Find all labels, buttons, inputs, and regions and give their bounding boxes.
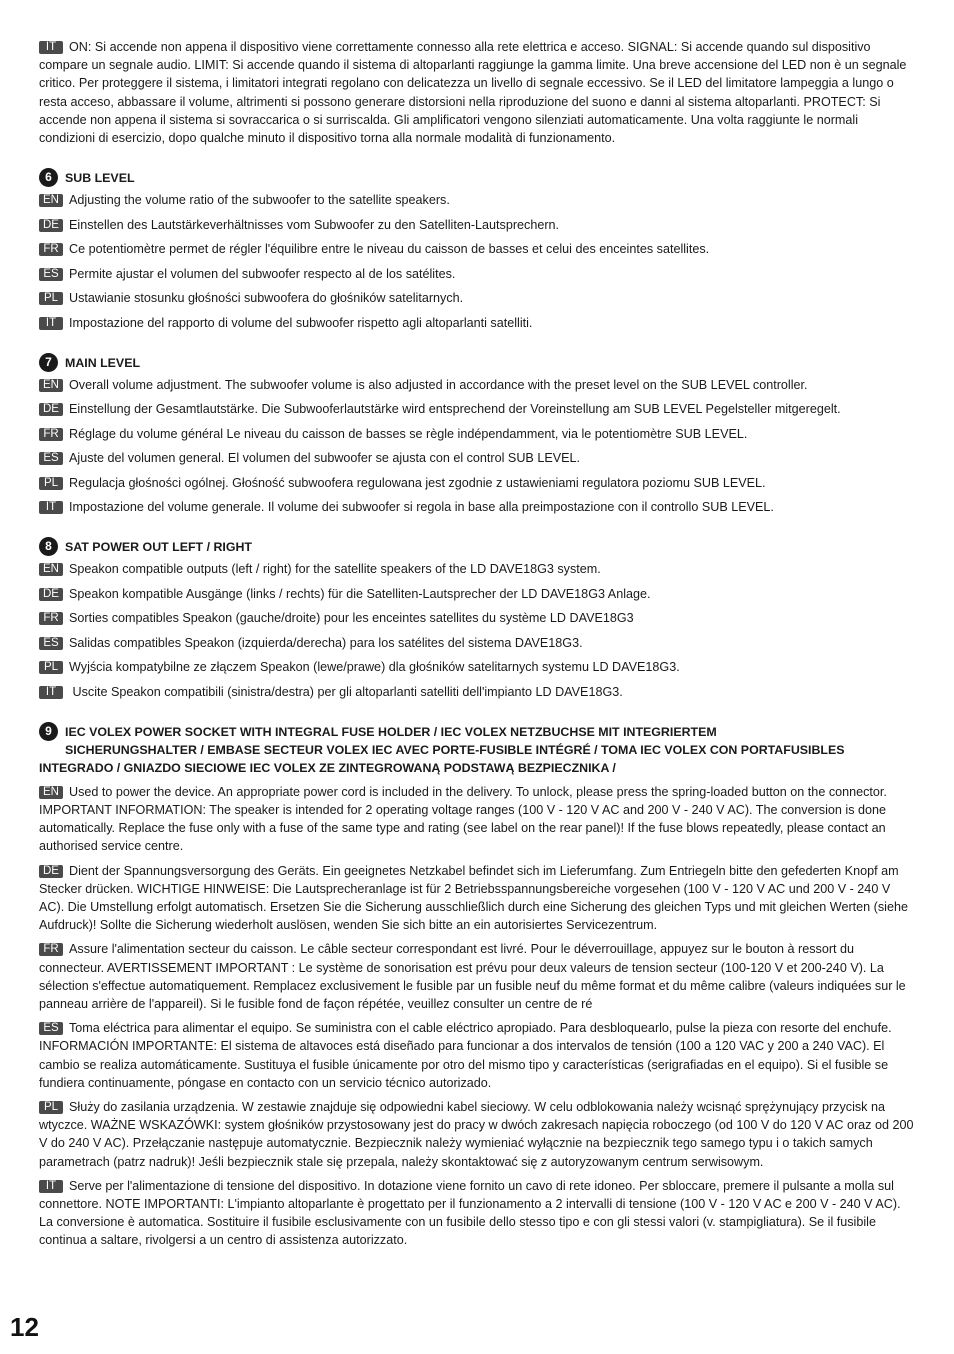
lang-line: [39, 474, 917, 492]
line-text: Salidas compatibles Speakon (izquierda/derecha) para los satélites del sistema DAVE18G3.: [69, 635, 583, 650]
line-text: Ajuste del volumen general. El volumen del subwoofer se ajusta con el control SUB LEVEL.: [69, 451, 581, 466]
language-tag: FR: [39, 428, 63, 441]
section-heading: [39, 354, 917, 372]
language-tag: IT: [39, 501, 63, 514]
lang-block: [39, 862, 917, 935]
section-title-line: SICHERUNGSHALTER / EMBASE SECTEUR VOLEX IEC AVEC PORTE-FUSIBLE INTÉGRÉ / TOMA IEC VOLEX CON PORTAFUSIBLES: [65, 742, 845, 757]
language-tag: IT: [39, 686, 63, 699]
line-text: Overall volume adjustment. The subwoofer volume is also adjusted in accordance with the preset level on the SUB LEVEL controller.: [69, 377, 808, 392]
lang-line: [39, 609, 917, 627]
lang-line: [39, 683, 917, 701]
block-text: Used to power the device. An appropriate power cord is included in the delivery. To unlock, please press the spring-loaded button on the connector. IMPORTANT INFORMATION: The speaker is intended for 2 operating voltage ranges (100 V - 120 V AC and 200 V - 240 V AC). The conversion is done automatically. Replace the fuse only with a fuse of the same type and rating (see label on the rear panel)! If the fuse blows repeatedly, please contact an authorised service centre.: [39, 784, 887, 854]
language-tag: ES: [39, 268, 63, 281]
section-title: SUB LEVEL: [65, 171, 135, 186]
lang-line: [39, 191, 917, 209]
lang-line: [39, 376, 917, 394]
line-text: Speakon kompatible Ausgänge (links / rechts) für die Satelliten-Lautsprecher der LD DAVE18G3 Anlage.: [69, 586, 651, 601]
section-title: [39, 723, 845, 777]
lang-line: [39, 658, 917, 676]
language-tag: IT: [39, 317, 63, 330]
section-title: SAT POWER OUT LEFT / RIGHT: [65, 540, 252, 555]
line-text: Speakon compatible outputs (left / right) for the satellite speakers of the LD DAVE18G3 system.: [69, 562, 601, 577]
line-text: Ustawianie stosunku głośności subwoofera do głośników satelitarnych.: [69, 291, 464, 306]
section-number-badge: 9: [39, 722, 58, 741]
section-heading: [39, 169, 917, 187]
lang-line: [39, 585, 917, 603]
lang-block: [39, 1177, 917, 1250]
line-text: Ce potentiomètre permet de régler l'équilibre entre le niveau du caisson de basses et celui des enceintes satellites.: [69, 242, 710, 257]
language-tag: EN: [39, 379, 63, 392]
language-tag: IT: [39, 41, 63, 54]
language-tag: EN: [39, 786, 63, 799]
lang-block: [39, 1019, 917, 1092]
language-tag: ES: [39, 637, 63, 650]
section-title: MAIN LEVEL: [65, 355, 141, 370]
language-tag: DE: [39, 588, 63, 601]
language-tag: PL: [39, 1101, 63, 1114]
lang-line: [39, 560, 917, 578]
language-tag: ES: [39, 452, 63, 465]
lang-line: [39, 634, 917, 652]
language-tag: FR: [39, 943, 63, 956]
line-text: Regulacja głośności ogólnej. Głośność subwoofera regulowana jest zgodnie z ustawieniami regulatora poziomu SUB LEVEL.: [69, 475, 766, 490]
line-text: Permite ajustar el volumen del subwoofer respecto al de los satélites.: [69, 266, 456, 281]
section-iec-power-socket: [39, 723, 917, 1250]
language-tag: FR: [39, 243, 63, 256]
intro-text: ON: Si accende non appena il dispositivo viene correttamente connesso alla rete elettrica e acceso. SIGNAL: Si accende quando sul dispositivo compare un segnale audio. LIMIT: Si accende quando il sistema di altoparlanti raggiunge la gamma limite. Una breve accensione del LED non è un segnale critico. Per proteggere il sistema, i limitatori integrati regolano con delicatezza un livello di segnale eccessivo. Se il LED del limitatore lampeggia a lungo o resta acceso, abbassare il volume, altrimenti si possono generare distorsioni nella riproduzione del suono e danni al sistema altoparlanti. PROTECT: Si accende non appena il sistema si sovraccarica o si surriscalda. Gli amplificatori vengono silenziati automaticamente. Una volta raggiunte le normali condizioni di esercizio, dopo qualche minuto il dispositivo torna alla normale modalità di funzionamento.: [39, 40, 907, 146]
line-text: Sorties compatibles Speakon (gauche/droite) pour les enceintes satellites du système LD DAVE18G3: [69, 611, 634, 626]
line-text: Impostazione del rapporto di volume del subwoofer rispetto agli altoparlanti satelliti.: [69, 315, 533, 330]
block-text: Assure l'alimentation secteur du caisson. Le câble secteur correspondant est livré. Pour le déverrouillage, appuyez sur le bouton à ressort du connecteur. AVERTISSEMENT IMPORTANT : Le système de sonorisation est prévu pour deux valeurs de tension secteur (100-120 V et 200-240 V). La sélection s'effectue automatiquement. Remplacez exclusivement le fusible par un fusible neuf du même format et du même calibre (valeurs indiquées sur le panneau arrière de l'appareil). Si le fusible fond de façon répétée, veuillez consulter un centre de ré: [39, 942, 906, 1011]
language-tag: EN: [39, 194, 63, 207]
section-title-line: IEC VOLEX POWER SOCKET WITH INTEGRAL FUSE HOLDER / IEC VOLEX NETZBUCHSE MIT INTEGRIERTEM: [65, 724, 717, 739]
lang-line: [39, 240, 917, 258]
line-text: Impostazione del volume generale. Il volume dei subwoofer si regola in base alla preimpostazione con il controllo SUB LEVEL.: [69, 500, 774, 515]
lang-line: [39, 498, 917, 516]
lang-block: [39, 783, 917, 856]
lang-line: [39, 289, 917, 307]
section-title-line: INTEGRADO / GNIAZDO SIECIOWE IEC VOLEX ZE ZINTEGROWANĄ PODSTAWĄ BEZPIECZNIKA /: [39, 760, 616, 775]
lang-block: [39, 940, 917, 1013]
block-text: Służy do zasilania urządzenia. W zestawie znajduje się odpowiedni kabel sieciowy. W celu odblokowania należy wcisnąć sprężynujący przycisk na wtyczce. WAŻNE WSKAZÓWKI: system głośników przystosowany jest do pracy w dwóch zakresach napięcia roboczego (od 100 V do 120 V AC oraz od 200 V do 240 V AC). Przełączanie następuje automatycznie. Bezpiecznik należy wymieniać wyłącznie na bezpiecznik tego samego typu i o takich samych parametrach (patrz nadruk)! Jeśli bezpiecznik stale się przepala, należy skontaktować się z autoryzowanym centrum serwisowym.: [39, 1099, 914, 1169]
block-text: Toma eléctrica para alimentar el equipo. Se suministra con el cable eléctrico apropiado. Para desbloquearlo, pulse la pieza con resorte del enchufe. INFORMACIÓN IMPORTANTE: El sistema de altavoces está diseñado para funcionar a dos intervalos de tensión (100 a 120 VAC y 200 a 240 VAC). El cambio se realiza automáticamente. Sustituya el fusible únicamente por otro del mismo tipo y características (serigrafiadas en el equipo). Si el fusible se fundiera continuamente, póngase en contacto con un servicio técnico autorizado.: [39, 1021, 892, 1090]
lang-line: [39, 265, 917, 283]
line-text: Adjusting the volume ratio of the subwoofer to the satellite speakers.: [69, 193, 450, 208]
line-text: Einstellen des Lautstärkeverhältnisses vom Subwoofer zu den Satelliten-Lautsprechern.: [69, 217, 560, 232]
language-tag: EN: [39, 563, 63, 576]
line-text: Einstellung der Gesamtlautstärke. Die Subwooferlautstärke wird entsprechend der Voreinstellung am SUB LEVEL Pegelsteller mitgeregelt.: [69, 402, 841, 417]
block-text: Dient der Spannungsversorgung des Geräts. Ein geeignetes Netzkabel befindet sich im Lieferumfang. Zum Entriegeln bitte den gefederten Knopf am Stecker drücken. WICHTIGE HINWEISE: Die Lautsprecheranlage ist für 2 Betriebsspannungsbereiche vorgesehen (100 V - 120 V AC und 200 V - 240 V AC). Die Umstellung erfolgt automatisch. Ersetzen Sie die Sicherung ausschließlich durch eine Sicherung des gleichen Typs und mit gleichen Werten (siehe Aufdruck)! Sollte die Sicherung wiederholt auslösen, wenden Sie sich bitte an ein autorisiertes Servicezentrum.: [39, 863, 908, 933]
language-tag: PL: [39, 477, 63, 490]
language-tag: DE: [39, 219, 63, 232]
language-tag: FR: [39, 612, 63, 625]
page-number: 12: [10, 1312, 39, 1342]
lang-line: [39, 216, 917, 234]
intro-paragraph: [39, 38, 917, 147]
section-number-badge: 8: [39, 537, 58, 556]
language-tag: DE: [39, 403, 63, 416]
section-number-badge: 7: [39, 353, 58, 372]
language-tag: IT: [39, 1180, 63, 1193]
manual-page: [39, 38, 917, 1256]
block-text: Serve per l'alimentazione di tensione del dispositivo. In dotazione viene fornito un cavo di rete idoneo. Per sbloccare, premere il pulsante a molla sul connettore. NOTE IMPORTANTI: L'impianto altoparlante è progettato per il funzionamento a 2 intervalli di tensione (100 V - 120 V AC e 200 V - 240 V AC). La conversione è automatica. Sostituire il fusibile esclusivamente con un fusibile dello stesso tipo e con gli stessi valori (v. stampigliatura). Se il fusibile continua a saltare, rivolgersi a un centro di assistenza autorizzato.: [39, 1178, 901, 1248]
language-tag: ES: [39, 1022, 63, 1035]
lang-line: [39, 400, 917, 418]
section-sub-level: [39, 169, 917, 332]
lang-line: [39, 449, 917, 467]
line-text: Réglage du volume général Le niveau du caisson de basses se règle indépendamment, via le potentiomètre SUB LEVEL.: [69, 426, 748, 441]
language-tag: DE: [39, 865, 63, 878]
lang-block: [39, 1098, 917, 1171]
language-tag: PL: [39, 661, 63, 674]
lang-line: [39, 314, 917, 332]
section-sat-power-out: [39, 538, 917, 701]
line-text: Uscite Speakon compatibili (sinistra/destra) per gli altoparlanti satelliti dell'impianto LD DAVE18G3.: [69, 684, 623, 699]
section-heading: [39, 723, 917, 777]
section-number-badge: 6: [39, 168, 58, 187]
language-tag: PL: [39, 292, 63, 305]
line-text: Wyjścia kompatybilne ze złączem Speakon (lewe/prawe) dla głośników satelitarnych systemu LD DAVE18G3.: [69, 660, 680, 675]
lang-line: [39, 425, 917, 443]
section-main-level: [39, 354, 917, 517]
section-heading: [39, 538, 917, 556]
